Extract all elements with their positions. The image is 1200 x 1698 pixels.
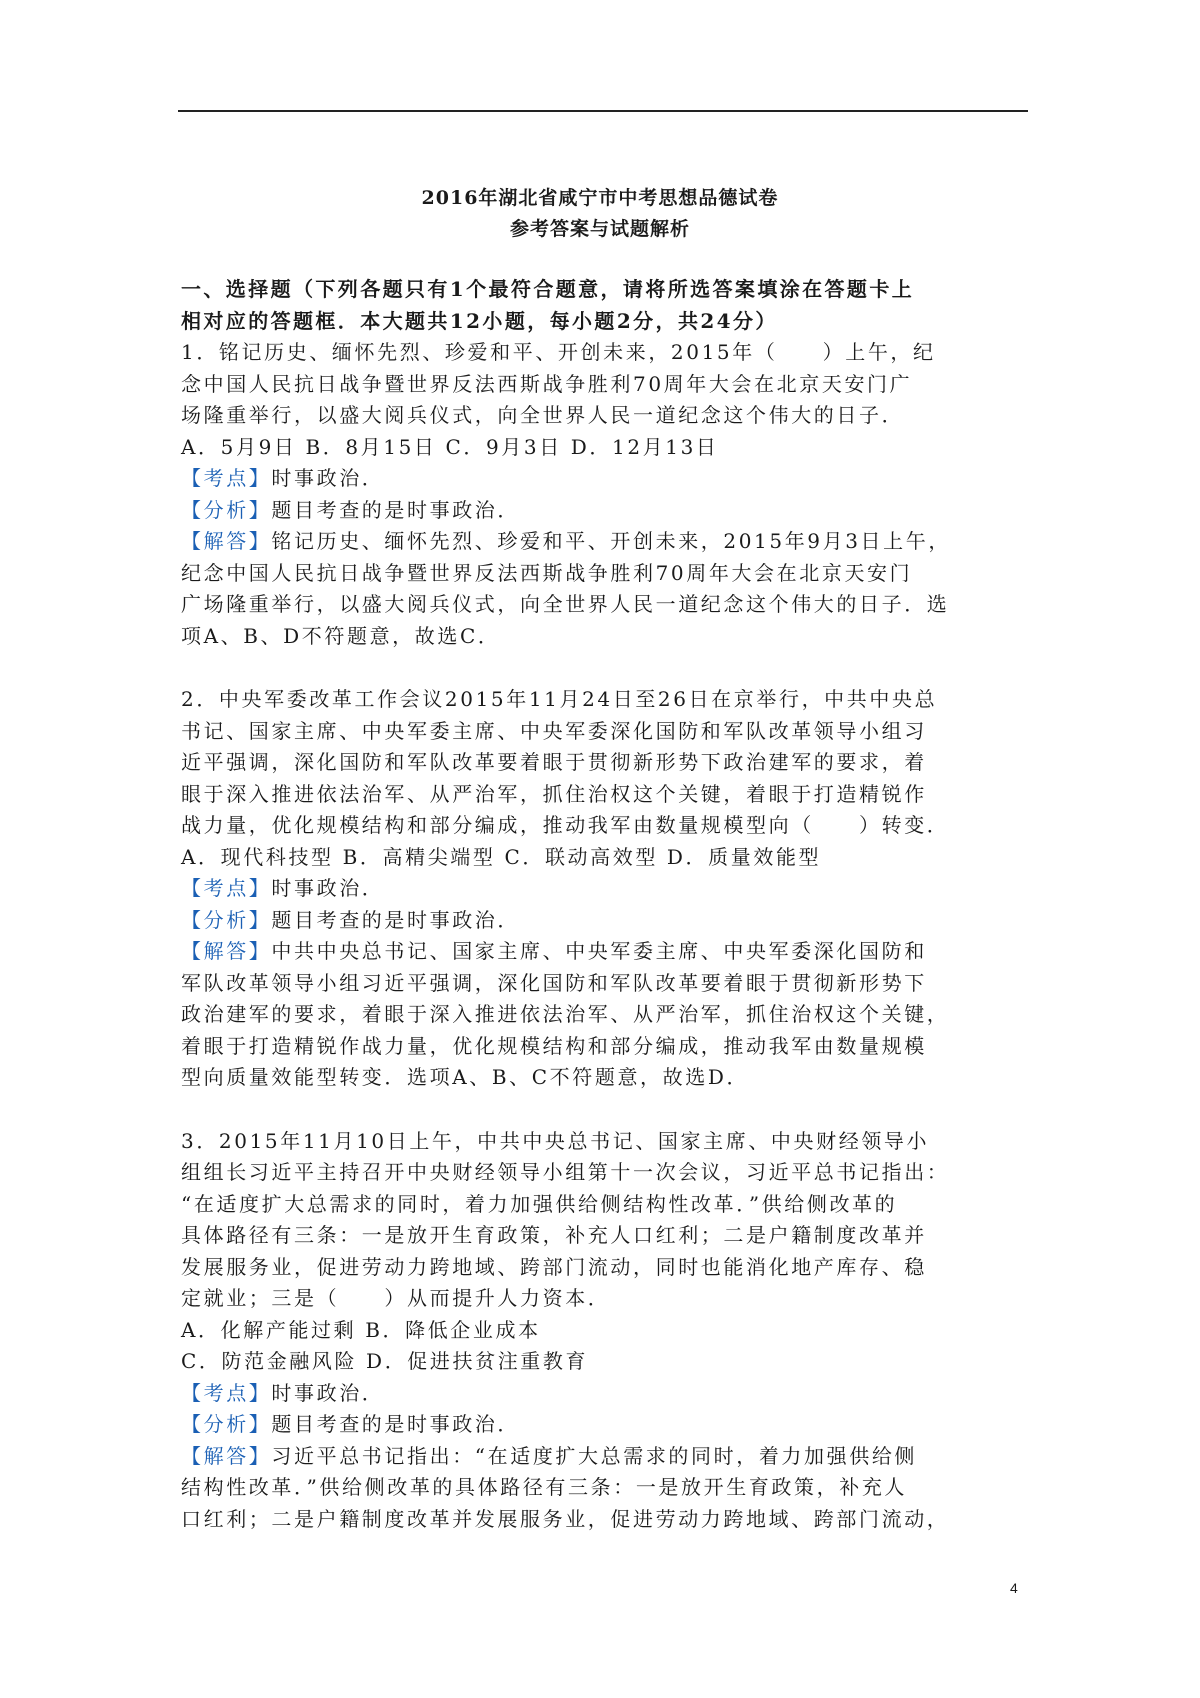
jieda-text: 军队改革领导小组习近平强调，深化国防和军队改革要着眼于贯彻新形势下 [181, 970, 927, 995]
question-stem: 眼于深入推进依法治军、从严治军，抓住治权这个关键，着眼于打造精锐作 [181, 781, 927, 806]
document-subtitle: 参考答案与试题解析 [509, 218, 690, 240]
question-3 [181, 1126, 1021, 1536]
kaodian-tag: 【考点】 [181, 466, 272, 490]
fenxi-tag: 【分析】 [181, 497, 272, 522]
fenxi-line [181, 1409, 1021, 1441]
section-heading: 相对应的答题框．本大题共12小题，每小题2分，共24分） [181, 308, 778, 333]
jieda-text: 口红利；二是户籍制度改革并发展服务业，促进劳动力跨地域、跨部门流动， [181, 1506, 950, 1531]
question-stem: 定就业；三是（ ）从而提升人力资本． [181, 1286, 611, 1310]
question-options: A．5月9日 B．8月15日 C．9月3日 D．12月13日 [181, 434, 719, 459]
question-stem: 发展服务业，促进劳动力跨地域、跨部门流动，同时也能消化地产库存、稳 [181, 1254, 927, 1279]
question-stem: “在适度扩大总需求的同时，着力加强供给侧结构性改革．”供给侧改革的 [181, 1191, 898, 1216]
question-stem: 战力量，优化规模结构和部分编成，推动我军由数量规模型向（ ）转变． [181, 813, 950, 837]
question-stem: 1．铭记历史、缅怀先烈、珍爱和平、开创未来，2015年（ ）上午，纪 [181, 340, 936, 364]
jieda-line [181, 1441, 1021, 1473]
kaodian-text: 时事政治． [271, 466, 385, 490]
kaodian-tag: 【考点】 [181, 1380, 272, 1405]
kaodian-line [181, 873, 1021, 905]
jieda-text: 着眼于打造精锐作战力量，优化规模结构和部分编成，推动我军由数量规模 [181, 1033, 927, 1058]
question-stem: 组组长习近平主持召开中央财经领导小组第十一次会议，习近平总书记指出： [181, 1160, 950, 1184]
question-stem: 念中国人民抗日战争暨世界反法西斯战争胜利70周年大会在北京天安门广 [181, 371, 913, 396]
question-stem: 书记、国家主席、中央军委主席、中央军委深化国防和军队改革领导小组习 [181, 718, 927, 743]
fenxi-text: 题目考查的是时事政治． [271, 907, 521, 932]
question-stem: 场隆重举行，以盛大阅兵仪式，向全世界人民一道纪念这个伟大的日子． [181, 403, 905, 427]
question-stem: 具体路径有三条：一是放开生育政策，补充人口红利；二是户籍制度改革并 [181, 1223, 927, 1247]
question-stem: 3．2015年11月10日上午，中共中央总书记、国家主席、中央财经领导小 [181, 1128, 930, 1153]
question-options: C．防范金融风险 D．促进扶贫注重教育 [181, 1349, 589, 1373]
kaodian-text: 时事政治． [271, 1380, 385, 1405]
kaodian-text: 时事政治． [271, 876, 385, 900]
jieda-text: 项A、B、D不符题意，故选C． [181, 623, 501, 648]
question-options: A．化解产能过剩 B．降低企业成本 [181, 1317, 541, 1342]
document-body [181, 274, 1021, 1535]
jieda-text: 铭记历史、缅怀先烈、珍爱和平、开创未来，2015年9月3日上午， [271, 529, 951, 553]
fenxi-line [181, 905, 1021, 937]
kaodian-line [181, 1378, 1021, 1410]
fenxi-line [181, 495, 1021, 527]
jieda-text: 广场隆重举行，以盛大阅兵仪式，向全世界人民一道纪念这个伟大的日子．选 [181, 592, 950, 616]
jieda-text: 习近平总书记指出：“在适度扩大总需求的同时，着力加强供给侧 [271, 1443, 918, 1468]
document-title: 2016年湖北省咸宁市中考思想品德试卷 [421, 187, 779, 209]
question-stem: 近平强调，深化国防和军队改革要着眼于贯彻新形势下政治建军的要求，着 [181, 750, 927, 774]
fenxi-text: 题目考查的是时事政治． [271, 497, 521, 522]
jieda-text: 结构性改革．”供给侧改革的具体路径有三条：一是放开生育政策，补充人 [181, 1475, 908, 1499]
fenxi-tag: 【分析】 [181, 907, 272, 932]
spacer [181, 652, 1021, 684]
jieda-text: 政治建军的要求，着眼于深入推进依法治军、从严治军，抓住治权这个关键， [181, 1002, 950, 1026]
jieda-tag: 【解答】 [181, 529, 272, 553]
kaodian-tag: 【考点】 [181, 876, 272, 900]
question-1 [181, 337, 1021, 652]
header-rule [178, 110, 1028, 112]
page-number: 4 [1010, 1580, 1018, 1596]
jieda-tag: 【解答】 [181, 1443, 272, 1468]
jieda-line [181, 936, 1021, 968]
jieda-text: 纪念中国人民抗日战争暨世界反法西斯战争胜利70周年大会在北京天安门 [181, 560, 913, 585]
question-options: A．现代科技型 B．高精尖端型 C．联动高效型 D．质量效能型 [181, 844, 822, 869]
question-2 [181, 684, 1021, 1094]
jieda-text: 中共中央总书记、国家主席、中央军委主席、中央军委深化国防和 [271, 939, 927, 963]
section-heading: 一、选择题（下列各题只有1个最符合题意，请将所选答案填涂在答题卡上 [181, 277, 915, 301]
jieda-text: 型向质量效能型转变．选项A、B、C不符题意，故选D． [181, 1065, 750, 1089]
fenxi-tag: 【分析】 [181, 1412, 272, 1436]
kaodian-line [181, 463, 1021, 495]
jieda-line [181, 526, 1021, 558]
question-stem: 2．中央军委改革工作会议2015年11月24日至26日在京举行，中共中央总 [181, 687, 938, 711]
spacer [181, 1094, 1021, 1126]
fenxi-text: 题目考查的是时事政治． [271, 1412, 521, 1436]
jieda-tag: 【解答】 [181, 939, 272, 963]
